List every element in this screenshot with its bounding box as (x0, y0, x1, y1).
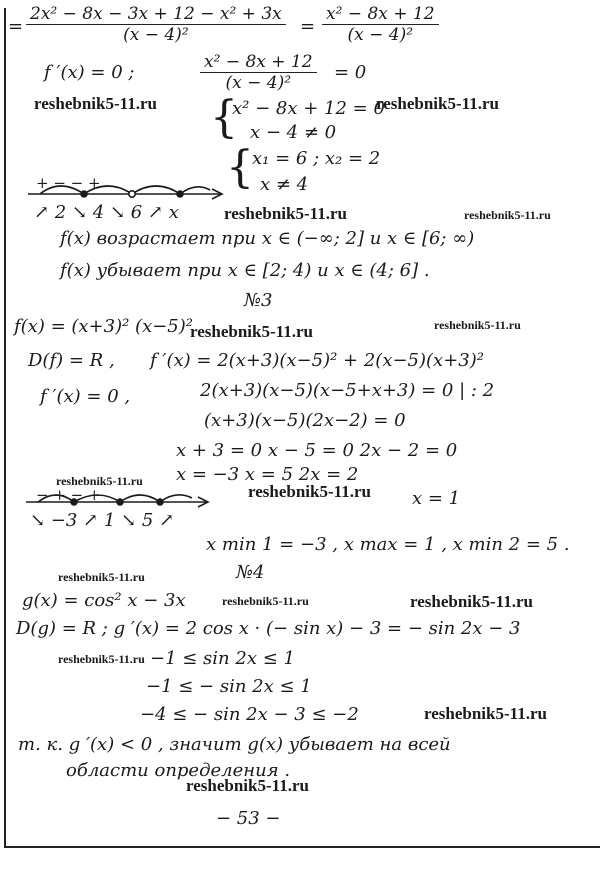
line2-derivative-zero: f ′(x) = 0 ; (44, 62, 135, 83)
line2-denominator: (x − 4)² (225, 73, 292, 93)
inequality-3: −4 ≤ − sin 2x − 3 ≤ −2 (140, 704, 359, 725)
watermark: reshebnik5-11.ru (376, 94, 499, 113)
axis2-point-1 (117, 499, 123, 505)
line1-equals: = (300, 16, 316, 37)
watermark: reshebnik5-11.ru (56, 474, 143, 488)
increasing-statement: f(x) возрастает при x ∈ (−∞; 2] и x ∈ [6; ∞) (60, 228, 475, 249)
watermark: reshebnik5-11.ru (224, 204, 347, 223)
watermark: reshebnik5-11.ru (222, 594, 309, 608)
line2-equals-zero: = 0 (334, 62, 367, 83)
problem3-derivative-zero: f ′(x) = 0 , (40, 386, 131, 407)
axis2-labels: ↘ −3 ↗ 1 ↘ 5 ↗ (30, 510, 175, 531)
watermark: reshebnik5-11.ru (186, 776, 309, 795)
system1-brace: { (210, 92, 238, 143)
axis1-labels: ↗ 2 ↘ 4 ↘ 6 ↗ x (34, 202, 179, 223)
watermark: reshebnik5-11.ru (58, 652, 145, 666)
axis1-signs: + − − + (36, 174, 101, 192)
axis1-point-4 (129, 191, 135, 197)
watermark: reshebnik5-11.ru (190, 322, 313, 341)
inequality-1: −1 ≤ sin 2x ≤ 1 (150, 648, 295, 669)
watermark: reshebnik5-11.ru (424, 704, 547, 723)
problem3-domain: D(f) = R , (28, 350, 115, 371)
problem3-derivative: f ′(x) = 2(x+3)(x−5)² + 2(x−5)(x+3)² (150, 350, 484, 371)
problem3-eq-roots: x = −3 x = 5 2x = 2 (176, 464, 359, 485)
watermark: reshebnik5-11.ru (34, 94, 157, 113)
problem4-number: №4 (236, 562, 265, 583)
axis2-point-5 (157, 499, 163, 505)
page-number: − 53 − (216, 808, 281, 829)
system2-condition: x ≠ 4 (260, 174, 309, 195)
system2-brace: { (226, 142, 254, 193)
line2-numerator: x² − 8x + 12 (200, 52, 317, 73)
line1-denominator-2: (x − 4)² (347, 25, 414, 45)
axis2-signs: − + − + (36, 486, 101, 504)
system1-eq1: x² − 8x + 12 = 0 (232, 98, 385, 119)
inequality-2: −1 ≤ − sin 2x ≤ 1 (146, 676, 312, 697)
system2-roots: x₁ = 6 ; x₂ = 2 (252, 148, 381, 169)
problem3-eq-simplified: (x+3)(x−5)(2x−2) = 0 (204, 410, 406, 431)
problem3-root-1: x = 1 (412, 488, 461, 509)
problem3-eq-factor: 2(x+3)(x−5)(x−5+x+3) = 0 | : 2 (200, 380, 495, 401)
watermark: reshebnik5-11.ru (248, 482, 371, 501)
conclusion-line-2: области определения . (66, 760, 291, 781)
watermark: reshebnik5-11.ru (58, 570, 145, 584)
watermark: reshebnik5-11.ru (464, 208, 551, 222)
axis1-point-6 (177, 191, 183, 197)
line1-prefix: = (8, 16, 24, 37)
problem3-number: №3 (244, 290, 273, 311)
problem4-derivative: D(g) = R ; g ′(x) = 2 cos x · (− sin x) − 3 = − sin 2x − 3 (16, 618, 521, 639)
line1-denominator-1: (x − 4)² (123, 25, 189, 45)
watermark: reshebnik5-11.ru (410, 592, 533, 611)
problem3-function: f(x) = (x+3)² (x−5)² (14, 316, 193, 337)
system1-eq2: x − 4 ≠ 0 (250, 122, 337, 143)
problem3-extrema: x min 1 = −3 , x max = 1 , x min 2 = 5 . (206, 534, 570, 555)
problem4-function: g(x) = cos² x − 3x (22, 590, 186, 611)
line1-numerator-2: x² − 8x + 12 (322, 4, 439, 25)
problem3-eq-split: x + 3 = 0 x − 5 = 0 2x − 2 = 0 (176, 440, 458, 461)
line1-numerator-1: 2x² − 8x − 3x + 12 − x² + 3x (26, 4, 286, 25)
decreasing-statement: f(x) убывает при x ∈ [2; 4) и x ∈ (4; 6] . (60, 260, 430, 281)
watermark: reshebnik5-11.ru (434, 318, 521, 332)
conclusion-line-1: т. к. g ′(x) < 0 , значит g(x) убывает на всей (18, 734, 451, 755)
